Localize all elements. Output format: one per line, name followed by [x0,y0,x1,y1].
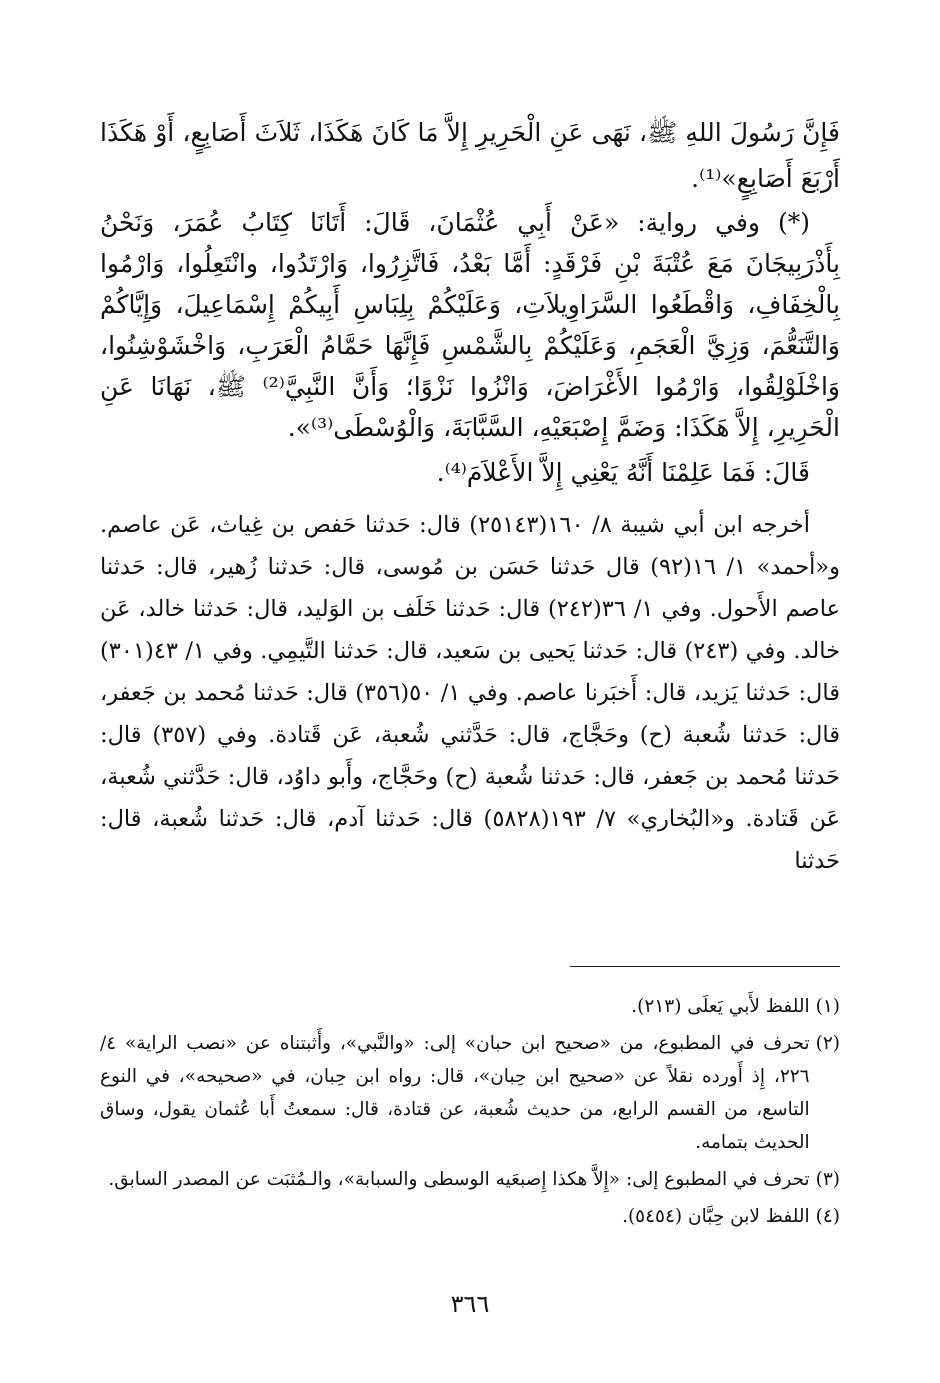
paragraph-hadith-continuation: فَإِنَّ رَسُولَ اللهِ ﷺ، نَهَى عَنِ الْحَرِيرِ إِلاَّ مَا كَانَ هَكَذَا، ثَلاَثَ أَصَابِعٍ، أَوْ هَكَذَا أَرْبَعَ أَصَابِعٍ»⁽¹⁾. [100,118,840,193]
footnote-number: (٤) [815,1206,840,1227]
paragraph-takhrij: أخرجه ابن أبي شيبة ٨/ ١٦٠(٢٥١٤٣) قال: حَدثنا حَفص بن غِياث، عَن عاصم. و«أحمد» ١/ ١٦(٩٢) قال حَدثنا حَسَن بن مُوسى، قال: حَدثنا زُهير، قال: حَدثنا عاصم الأَحول. وفي ١/ ٣٦(٢٤٢) قال: حَدثنا خَلَف بن الوَليد، قال: حَدثنا خالد، عَن خالد. وفي (٢٤٣) قال: حَدثنا يَحيى بن سَعيد، قال: حَدثنا التَّيمِي. وفي ١/ ٤٣(٣٠١) قال: حَدثنا يَزيد، قال: أَخبَرنا عاصم. وفي ١/ ٥٠(٣٥٦) قال: حَدثنا مُحمد بن جَعفر، قال: حَدثنا شُعبة (ح) وحَجَّاج، قال: حَدَّثني شُعبة، عَن قَتادة. وفي (٣٥٧) قال: حَدثنا مُحمد بن جَعفر، قال: حَدثنا شُعبة (ح) وحَجَّاج، وأَبو داوُد، قال: حَدَّثني شُعبة، عَن قَتادة. و«البُخاري» ٧/ ١٩٣(٥٨٢٨) قال: حَدثنا آدم، قال: حَدثنا شُعبة، قال: حَدثنا [100,512,841,874]
footnote-text: تحرف في المطبوع، من «صحيح ابن حبان» إلى: «والنَّبي»، وأَثبتناه عن «نصب الراية» ٤/ ٢٢٦، إِذ أَورده نقلاً عن «صحيح ابن حِبان»، قال: رواه ابن حِبان، في «صحيحه»، في النوع التاسع، من القسم الرابع، من حديث شُعبة، عن قتادة، قال: سمعتُ أَبا عُثمان يقول، وساق الحديث بتمامه. [100,1033,810,1153]
paragraph-riwaya: (*) وفي رواية: «عَنْ أَبِي عُثْمَانَ، قَالَ: أَتَانَا كِتَابُ عُمَرَ، وَنَحْنُ بِأَذْرَبِيجَانَ مَعَ عُتْبَةَ بْنِ فَرْقَدٍ: أَمَّا بَعْدُ، فَاتَّزِرُوا، وَارْتَدُوا، وانْتَعِلُوا، وَارْمُوا بِالْخِفَافِ، وَاقْطَعُوا السَّرَاوِيلاَتِ، وَعَلَيْكُمْ بِلِبَاسِ أَبِيكُمْ إِسْمَاعِيلَ، وَإِيَّاكُمْ وَالتَّنَعُّمَ، وَزِيَّ الْعَجَمِ، وَعَلَيْكُمْ بِالشَّمْسِ فَإِنَّهَا حَمَّامُ الْعَرَبِ، وَاخْشَوْشِنُوا، وَاخْلَوْلِقُوا، وَارْمُوا الأَغْرَاضَ، وَانْزُوا نَزْوًا؛ وَأَنَّ النَّبِيَّ⁽²⁾ ﷺ، نَهَانَا عَنِ الْحَرِيرِ، إِلاَّ هَكَذَا: وَضَمَّ إِصْبَعَيْهِ، السَّبَّابَةَ، وَالْوُسْطَى⁽³⁾». [100,208,840,442]
footnote-text: اللفظ لأَبي يَعلَى (٢١٣). [631,996,810,1017]
footnote-1 [100,990,840,1023]
footnote-separator [570,966,840,967]
page-number: ٣٦٦ [450,1290,490,1318]
footnote-number: (٣) [815,1169,840,1190]
footnote-2 [100,1027,840,1159]
paragraph-qal: قَالَ: فَمَا عَلِمْنَا أَنَّهُ يَعْنِي إِلاَّ الأَعْلاَمَ⁽⁴⁾. [436,458,810,487]
footnote-number: (١) [815,996,840,1017]
footnote-number: (٢) [815,1033,840,1054]
footnote-text: اللفظ لابن حِبَّان (٥٤٥٤). [622,1206,810,1227]
footnote-text: تحرف في المطبوع إلى: «إِلاَّ هكذا إِصبعَيه الوسطى والسبابة»، والـمُثبَت عن المصدر السابق. [108,1169,810,1190]
footnote-3 [100,1163,840,1196]
footnotes [100,990,840,1237]
main-text [100,110,840,882]
footnote-4 [100,1200,840,1233]
